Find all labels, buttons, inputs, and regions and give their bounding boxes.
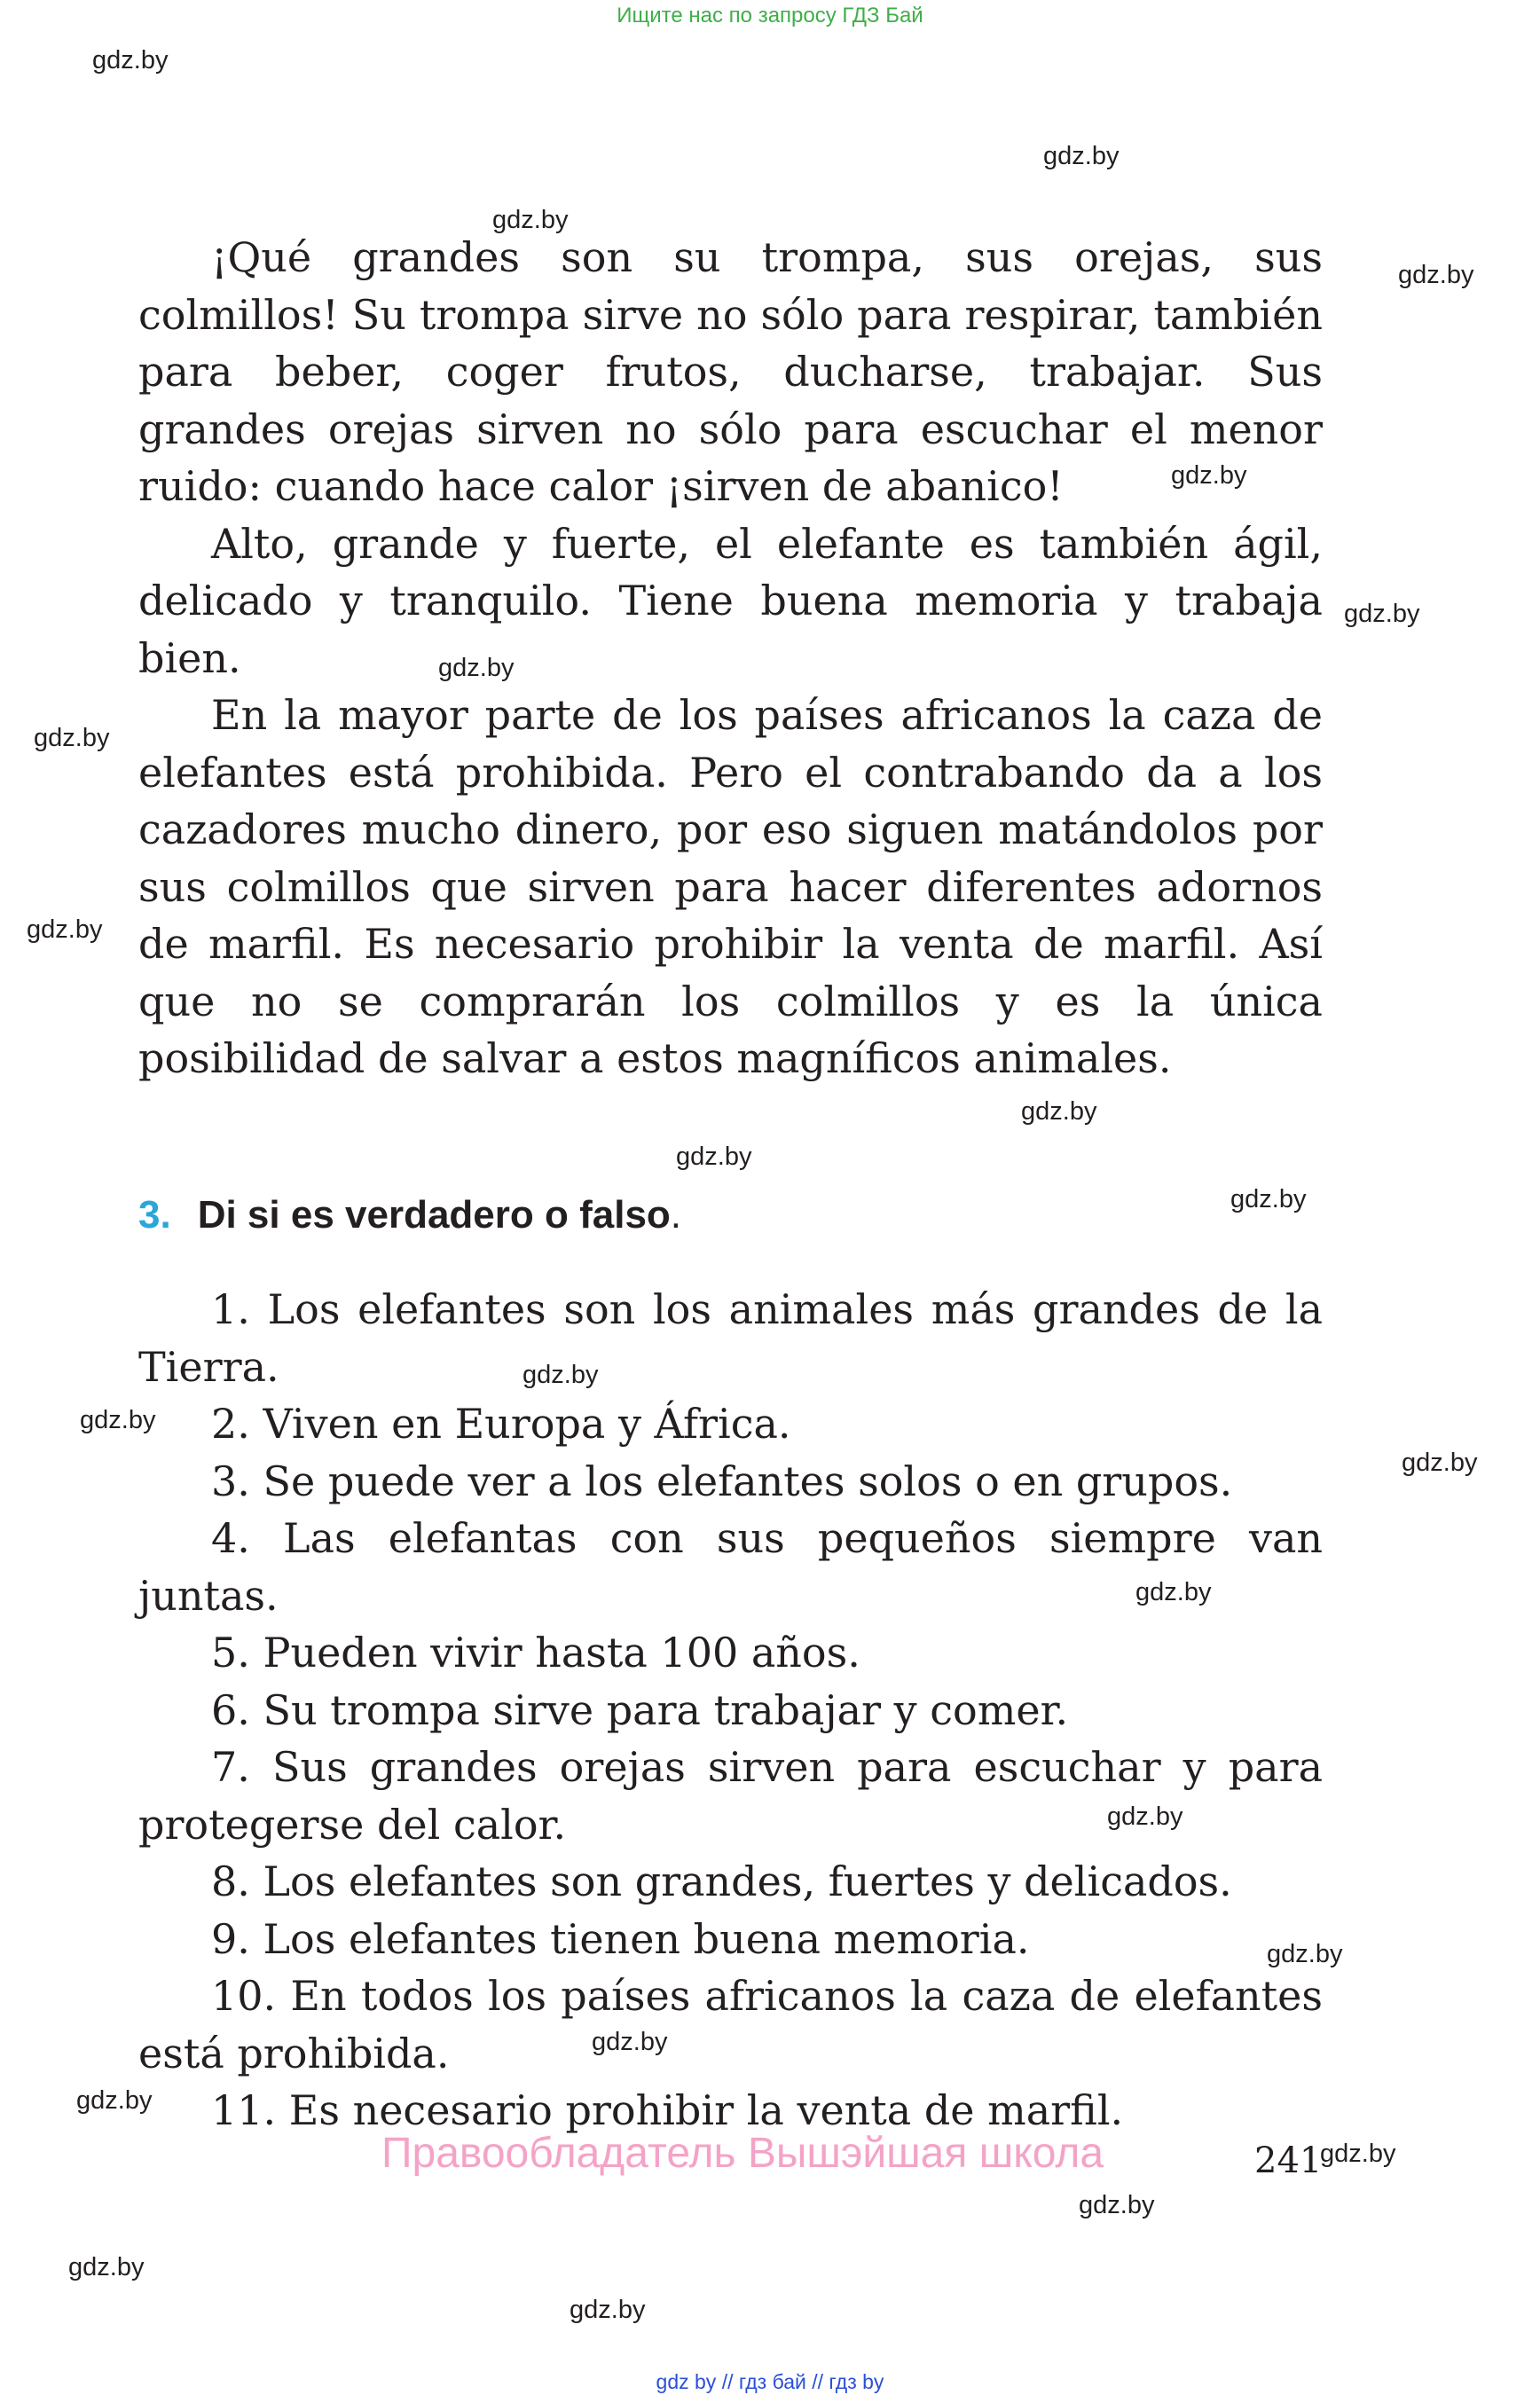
exercise-item: 3. Se puede ver a los elefantes solos o en grupos. bbox=[211, 1457, 1233, 1505]
watermark: gdz.by bbox=[68, 2253, 145, 2281]
watermark: gdz.by bbox=[1267, 1940, 1343, 1968]
watermark: gdz.by bbox=[492, 206, 569, 234]
watermark: gdz.by bbox=[676, 1143, 752, 1171]
exercise-items bbox=[138, 1281, 1323, 2140]
exercise-item: 4. Las elefantas con sus pequeños siempre van juntas. bbox=[138, 1514, 1323, 1620]
watermark: gdz.by bbox=[1135, 1578, 1212, 1606]
exercise-item: 9. Los elefantes tienen buena memoria. bbox=[211, 1914, 1030, 1963]
exercise-item: 7. Sus grandes orejas sirven para escuchar y para protegerse del calor. bbox=[138, 1743, 1323, 1849]
watermark: gdz.by bbox=[570, 2296, 646, 2324]
reading-paragraph: ¡Qué grandes son su trompa, sus orejas, sus colmillos! Su trompa sirve no sólo para respirar, también para beber, coger frutos, ducharse, trabajar. Sus grandes orejas sirven no sólo para escuchar el menor ruido: cuando hace calor ¡sirven de abanico! bbox=[138, 233, 1323, 510]
watermark: gdz.by bbox=[438, 654, 515, 682]
watermark: gdz.by bbox=[27, 915, 103, 944]
watermark: gdz.by bbox=[1320, 2140, 1396, 2168]
reading-text bbox=[138, 229, 1323, 1088]
exercise-heading bbox=[138, 1193, 681, 1237]
exercise-title-end: . bbox=[670, 1193, 682, 1237]
watermark: gdz.by bbox=[1021, 1097, 1097, 1126]
watermark: gdz.by bbox=[1079, 2191, 1155, 2219]
watermark: gdz.by bbox=[1230, 1185, 1307, 1213]
exercise-item: 11. Es necesario prohibir la venta de marfil. bbox=[211, 2086, 1124, 2134]
watermark: gdz.by bbox=[1171, 461, 1247, 490]
watermark: gdz.by bbox=[34, 724, 110, 752]
exercise-item: 2. Viven en Europa y África. bbox=[211, 1400, 791, 1448]
exercise-number: 3. bbox=[138, 1193, 171, 1237]
watermark: gdz.by bbox=[592, 2028, 668, 2056]
watermark: gdz.by bbox=[1344, 600, 1420, 628]
watermark: gdz.by bbox=[92, 46, 169, 75]
bottom-banner[interactable]: gdz by // гдз бай // гдз by bbox=[656, 2370, 884, 2393]
exercise-item: 10. En todos los países africanos la caza de elefantes está prohibida. bbox=[138, 1972, 1323, 2077]
reading-paragraph: Alto, grande y fuerte, el elefante es también ágil, delicado y tranquilo. Tiene buena memoria y trabaja bien. bbox=[138, 519, 1323, 682]
watermark: gdz.by bbox=[1107, 1802, 1183, 1831]
exercise-item: 5. Pueden vivir hasta 100 años. bbox=[211, 1629, 860, 1677]
page-number: 241 bbox=[1254, 2140, 1323, 2181]
watermark: gdz.by bbox=[1043, 142, 1120, 170]
top-banner[interactable]: Ищите нас по запросу ГДЗ Бай bbox=[617, 4, 923, 27]
exercise-title: Di si es verdadero o falso bbox=[197, 1193, 671, 1237]
watermark: gdz.by bbox=[80, 1406, 156, 1434]
watermark: gdz.by bbox=[76, 2086, 153, 2115]
watermark: gdz.by bbox=[1402, 1449, 1478, 1477]
copyright-notice: Правообладатель Вышэйшая школа bbox=[381, 2130, 1104, 2177]
exercise-item: 8. Los elefantes son grandes, fuertes y delicados. bbox=[211, 1857, 1232, 1905]
exercise-item: 6. Su trompa sirve para trabajar y comer. bbox=[211, 1685, 1069, 1734]
watermark: gdz.by bbox=[522, 1361, 599, 1389]
watermark: gdz.by bbox=[1398, 261, 1474, 289]
exercise-item: 1. Los elefantes son los animales más grandes de la Tierra. bbox=[138, 1285, 1323, 1391]
reading-paragraph: En la mayor parte de los países africanos la caza de elefantes está prohibida. Pero el contrabando da a los cazadores mucho dinero, por eso siguen matándolos por sus colmillos que sirven para hacer diferentes adornos de marfil. Es necesario prohibir la venta de marfil. Así que no se comprarán los colmillos y es la única posibilidad de salvar a estos magníficos animales. bbox=[138, 691, 1323, 1082]
